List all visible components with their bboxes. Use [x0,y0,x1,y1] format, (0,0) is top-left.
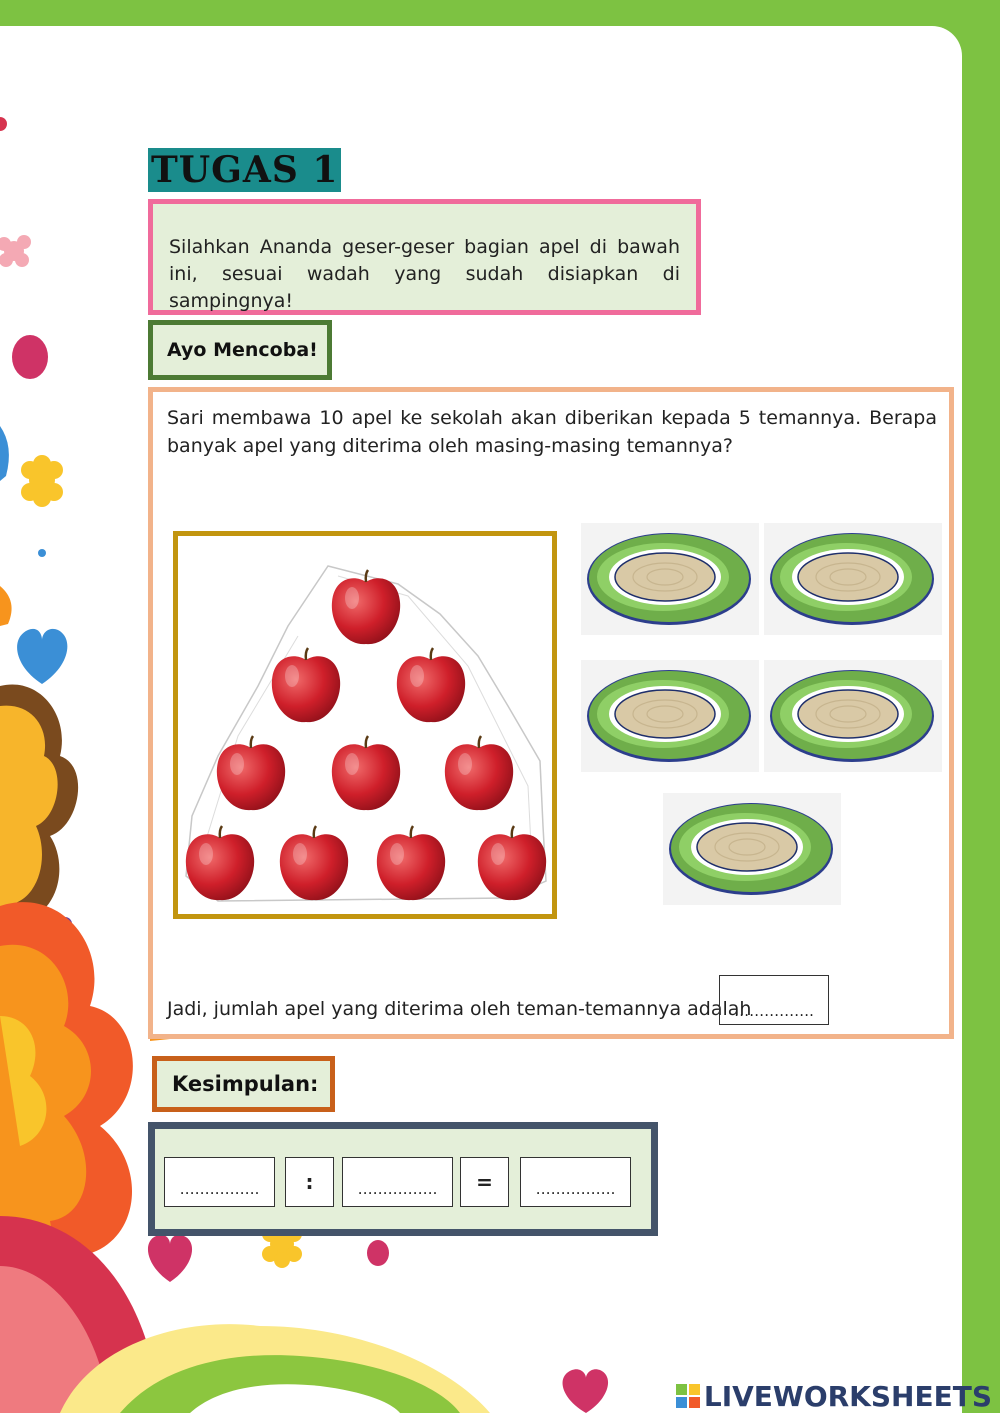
page-title: TUGAS 1 [148,148,341,192]
apple-piece[interactable] [328,568,404,648]
try-label: Ayo Mencoba! [167,339,318,361]
equation-box [148,1122,658,1236]
result-input[interactable]: ……………. [520,1157,631,1207]
apple-piece[interactable] [182,824,258,904]
brand-name: LIVEWORKSHEETS [703,1379,992,1413]
apple-piece[interactable] [276,824,352,904]
exercise-box [148,387,954,1039]
apple-piece[interactable] [441,734,517,814]
plate-target[interactable] [764,523,942,635]
try-label-box [148,320,332,380]
apple-piece[interactable] [373,824,449,904]
answer-input[interactable]: ……………. [719,975,829,1025]
divide-sign: : [285,1157,334,1207]
apple-piece[interactable] [474,824,550,904]
plate-icon [764,660,942,772]
apple-piece[interactable] [213,734,289,814]
heart-icon [563,1369,609,1413]
plate-icon [581,523,759,635]
equals-sign: = [460,1157,509,1207]
divisor-input[interactable]: ……………. [342,1157,453,1207]
plate-target[interactable] [764,660,942,772]
flower-icon [0,235,31,267]
question-text: Sari membawa 10 apel ke sekolah akan diberikan kepada 5 temannya. Berapa banyak apel yang diterima oleh masing-masing temannya? [167,407,937,457]
answer-prompt: Jadi, jumlah apel yang diterima oleh teman-temannya adalah [167,998,752,1020]
apple-piece[interactable] [328,734,404,814]
heart-icon [17,629,67,684]
plate-icon [764,523,942,635]
instruction-text: Silahkan Ananda geser-geser bagian apel di bawah ini, sesuai wadah yang sudah disiapkan di sampingnya! [169,236,680,312]
liveworksheets-logo-icon [676,1384,700,1408]
conclusion-label: Kesimpulan: [172,1072,319,1096]
apple-piece[interactable] [393,646,469,726]
plate-target[interactable] [663,793,841,905]
worksheet-page [0,26,962,1413]
apple-piece[interactable] [268,646,344,726]
plate-icon [581,660,759,772]
plate-target[interactable] [581,523,759,635]
heart-icon [148,1235,192,1282]
conclusion-label-box [152,1056,335,1112]
apple-pile [173,531,557,919]
instruction-box [148,199,701,315]
dividend-input[interactable]: ……………. [164,1157,275,1207]
plate-target[interactable] [581,660,759,772]
liveworksheets-brand [676,1379,992,1413]
plate-icon [663,793,841,905]
